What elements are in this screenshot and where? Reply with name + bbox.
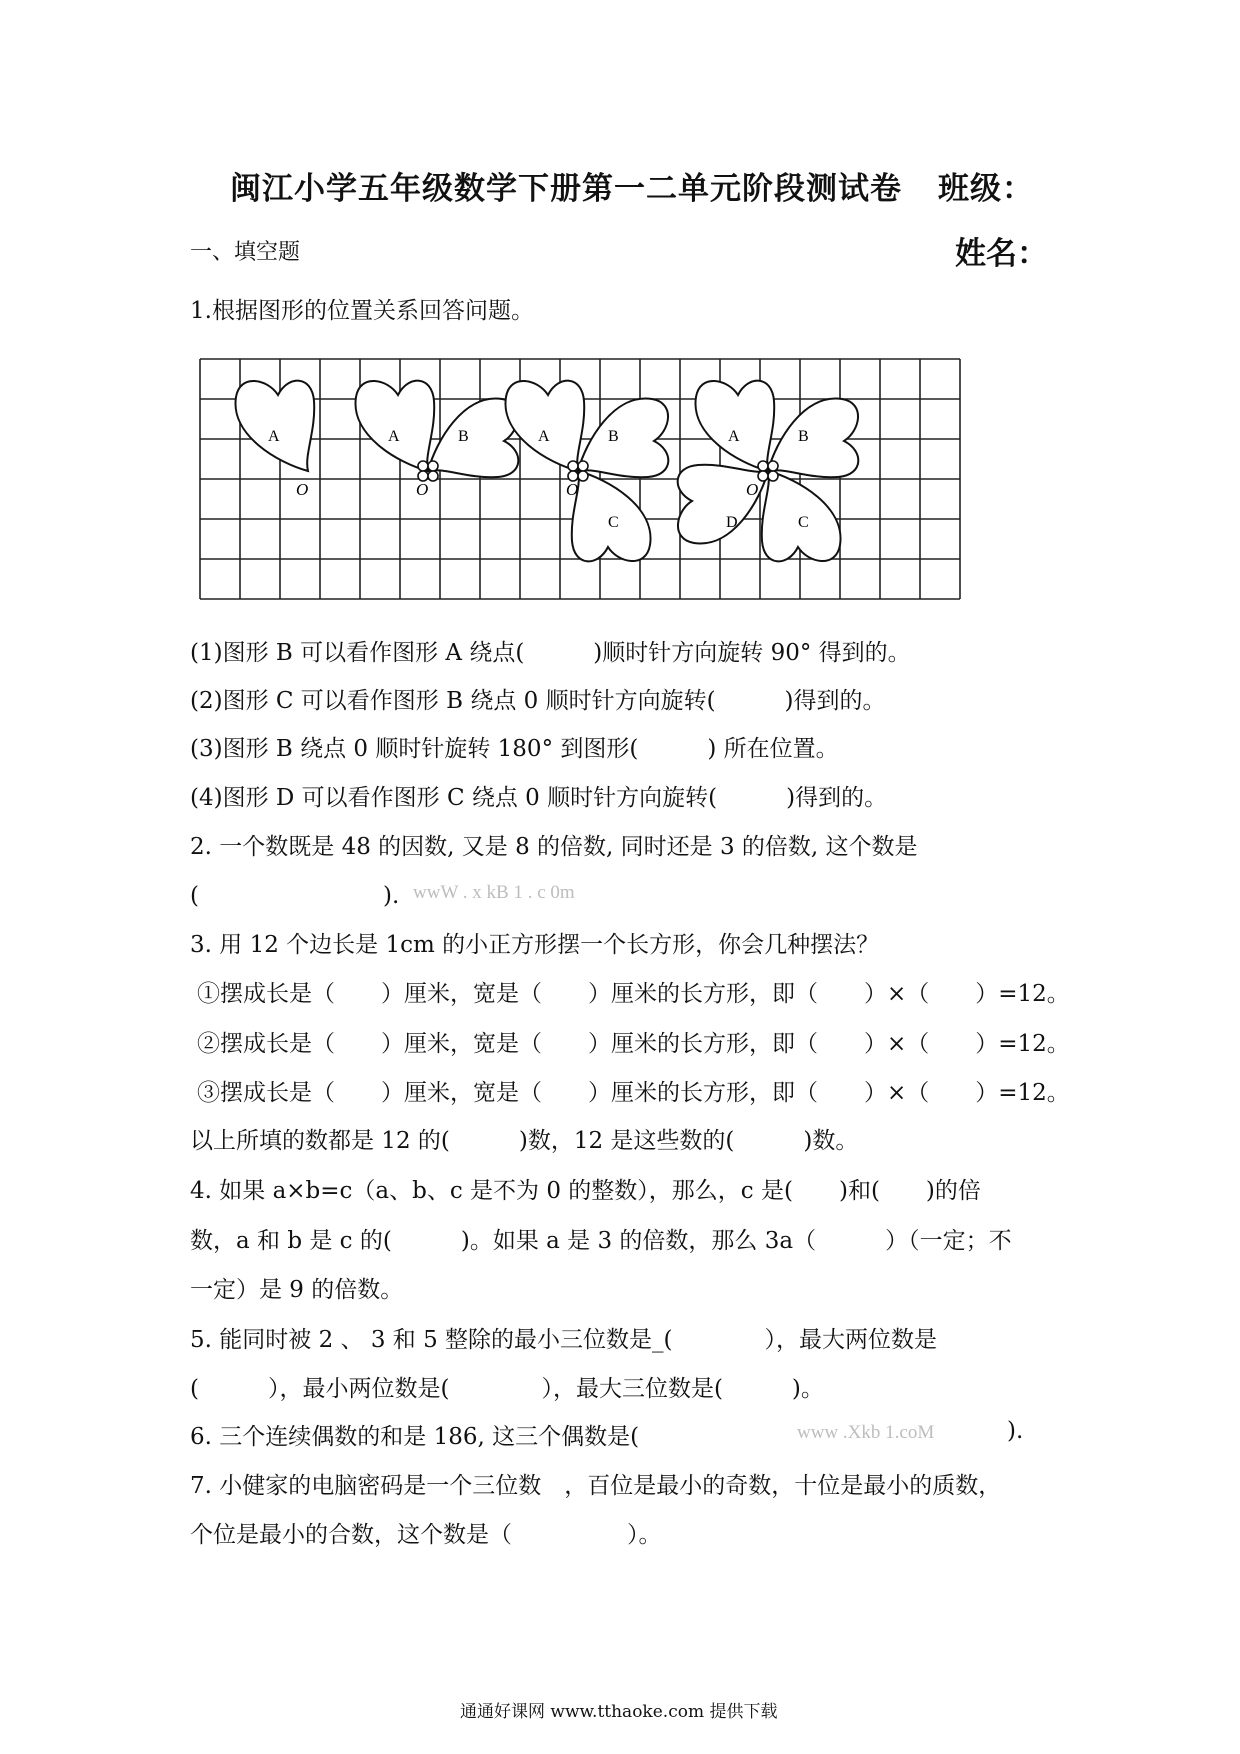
watermark-2: www .Xkb 1.coM <box>797 1422 935 1443</box>
name-label: 姓名： <box>955 236 1048 272</box>
q1-stem: 1.根据图形的位置关系回答问题。 <box>190 298 534 324</box>
petal-a <box>235 381 314 471</box>
q4-line2: 数，a 和 b 是 c 的( )。如果 a 是 3 的倍数，那么 3a（ ）（一定；不 <box>190 1228 1012 1254</box>
petal-b <box>578 398 668 477</box>
q3-stem: 3. 用 12 个边长是 1cm 的小正方形摆一个长方形，你会几种摆法？ <box>190 932 880 958</box>
q6-close: ). <box>1007 1418 1024 1444</box>
label-a: A <box>388 428 400 445</box>
q3-summary: 以上所填的数都是 12 的( )数，12 是这些数的( )数。 <box>190 1128 859 1154</box>
q3-row3: ③摆成长是（ ）厘米，宽是（ ）厘米的长方形，即（ ）×（ ）=12。 <box>197 1080 1070 1106</box>
q5-line2: ( ），最小两位数是( ），最大三位数是( )。 <box>190 1376 824 1402</box>
petal-d <box>678 465 768 544</box>
label-a: A <box>268 428 280 445</box>
q3-row1: ①摆成长是（ ）厘米，宽是（ ）厘米的长方形，即（ ）×（ ）=12。 <box>197 981 1070 1007</box>
label-d: D <box>726 514 738 531</box>
petal-b <box>428 398 518 477</box>
label-a: A <box>538 428 550 445</box>
label-o: O <box>416 480 429 499</box>
section-heading: 一、填空题 <box>190 240 301 265</box>
watermark-1: wwW . x kB 1 . c 0m <box>413 882 575 903</box>
figure-4 <box>678 381 859 562</box>
footer-credit: 通通好课网 www.tthaoke.com 提供下载 <box>460 1702 778 1722</box>
label-c: C <box>608 514 619 531</box>
q7-line2: 个位是最小的合数，这个数是（ ）。 <box>190 1522 662 1548</box>
rotation-figure <box>198 357 968 603</box>
q2-line2: ( ). <box>190 883 400 909</box>
class-label: 班级： <box>938 171 1034 207</box>
label-b: B <box>458 428 469 445</box>
figure-3 <box>505 381 668 562</box>
q4-line1: 4. 如果 a×b=c（a、b、c 是不为 0 的整数），那么，c 是( )和( )的倍 <box>190 1178 981 1204</box>
petal-a <box>695 381 774 471</box>
q1-sub4: (4)图形 D 可以看作图形 C 绕点 0 顺时针方向旋转( )得到的。 <box>190 785 888 811</box>
label-o: O <box>746 480 759 499</box>
figure-1 <box>235 381 314 499</box>
label-o: O <box>296 480 309 499</box>
q6-text: 6. 三个连续偶数的和是 186, 这三个偶数是( <box>190 1424 640 1450</box>
label-b: B <box>798 428 809 445</box>
q4-line3: 一定）是 9 的倍数。 <box>190 1277 404 1303</box>
q1-sub2: (2)图形 C 可以看作图形 B 绕点 0 顺时针方向旋转( )得到的。 <box>190 688 886 714</box>
petal-a <box>355 381 434 471</box>
q2-line1: 2. 一个数既是 48 的因数, 又是 8 的倍数, 同时还是 3 的倍数, 这个数是 <box>190 834 918 860</box>
page-title <box>230 163 1034 208</box>
q1-sub3: (3)图形 B 绕点 0 顺时针旋转 180° 到图形( ) 所在位置。 <box>190 736 839 762</box>
label-a: A <box>728 428 740 445</box>
label-o: O <box>566 480 579 499</box>
q5-line1: 5. 能同时被 2 、 3 和 5 整除的最小三位数是_( ），最大两位数是 <box>190 1327 937 1353</box>
q1-sub1: (1)图形 B 可以看作图形 A 绕点( )顺时针方向旋转 90° 得到的。 <box>190 640 911 666</box>
exam-title: 闽江小学五年级数学下册第一二单元阶段测试卷 <box>230 171 902 207</box>
q3-row2: ②摆成长是（ ）厘米，宽是（ ）厘米的长方形，即（ ）×（ ）=12。 <box>197 1031 1070 1057</box>
label-c: C <box>798 514 809 531</box>
label-b: B <box>608 428 619 445</box>
petal-b <box>768 398 858 477</box>
q7-line1: 7. 小健家的电脑密码是一个三位数 ，百位是最小的奇数，十位是最小的质数， <box>190 1473 1002 1499</box>
